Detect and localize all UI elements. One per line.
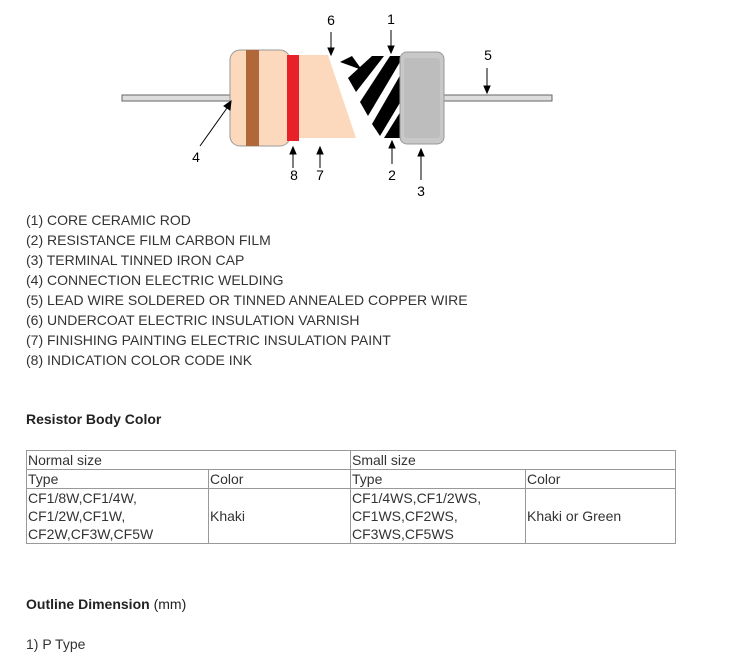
legend-item: (3) TERMINAL TINNED IRON CAP (26, 252, 245, 268)
arrow-7 (317, 147, 323, 154)
red-color-band (287, 55, 299, 141)
resistor-structure-diagram (0, 0, 742, 205)
arrow-8 (290, 147, 296, 154)
small-type-label: Type (351, 470, 526, 489)
callout-7: 7 (316, 167, 324, 183)
outline-unit: (mm) (153, 596, 187, 612)
legend-item: (5) LEAD WIRE SOLDERED OR TINNED ANNEALED COPPER WIRE (26, 292, 468, 308)
normal-color-label: Color (209, 470, 351, 489)
callout-2: 2 (388, 167, 396, 183)
insulation-paint-body (299, 55, 356, 138)
callout-8: 8 (290, 167, 298, 183)
legend-item: (4) CONNECTION ELECTRIC WELDING (26, 272, 284, 288)
right-lead-wire (440, 95, 552, 101)
arrow-1 (388, 46, 394, 53)
legend-item: (1) CORE CERAMIC ROD (26, 212, 191, 228)
arrow-4 (224, 101, 231, 110)
callout-1: 1 (387, 11, 395, 27)
left-end-cap (230, 50, 290, 146)
legend-item: (8) INDICATION COLOR CODE INK (26, 352, 253, 368)
normal-type-label: Type (27, 470, 209, 489)
body-color-table (26, 450, 676, 544)
callout-5: 5 (484, 47, 492, 63)
brown-color-band (246, 50, 259, 146)
normal-color-value: Khaki (209, 489, 351, 544)
legend-item: (2) RESISTANCE FILM CARBON FILM (26, 232, 271, 248)
left-lead-wire (122, 95, 232, 101)
arrow-6 (328, 48, 334, 55)
component-legend (26, 210, 468, 370)
outline-dimension-heading: Outline Dimension (mm) (26, 596, 187, 612)
small-types-cell: CF1/4WS,CF1/2WS, CF1WS,CF2WS, CF3WS,CF5WS (351, 489, 526, 544)
small-color-label: Color (526, 470, 676, 489)
legend-item: (6) UNDERCOAT ELECTRIC INSULATION VARNISH (26, 312, 360, 328)
legend-item: (7) FINISHING PAINTING ELECTRIC INSULATION PAINT (26, 332, 391, 348)
normal-types-cell: CF1/8W,CF1/4W, CF1/2W,CF1W, CF2W,CF3W,CF5W (27, 489, 209, 544)
arrow-2 (389, 141, 395, 148)
body-color-heading: Resistor Body Color (26, 411, 162, 427)
arrow-3 (418, 149, 424, 156)
p-type-label: 1) P Type (26, 636, 86, 652)
callout-4: 4 (192, 149, 200, 165)
small-color-value: Khaki or Green (526, 489, 676, 544)
small-size-header: Small size (351, 451, 676, 470)
callout-6: 6 (327, 12, 335, 28)
arrow-5 (484, 86, 490, 93)
normal-size-header: Normal size (27, 451, 351, 470)
callout-3: 3 (417, 183, 425, 199)
